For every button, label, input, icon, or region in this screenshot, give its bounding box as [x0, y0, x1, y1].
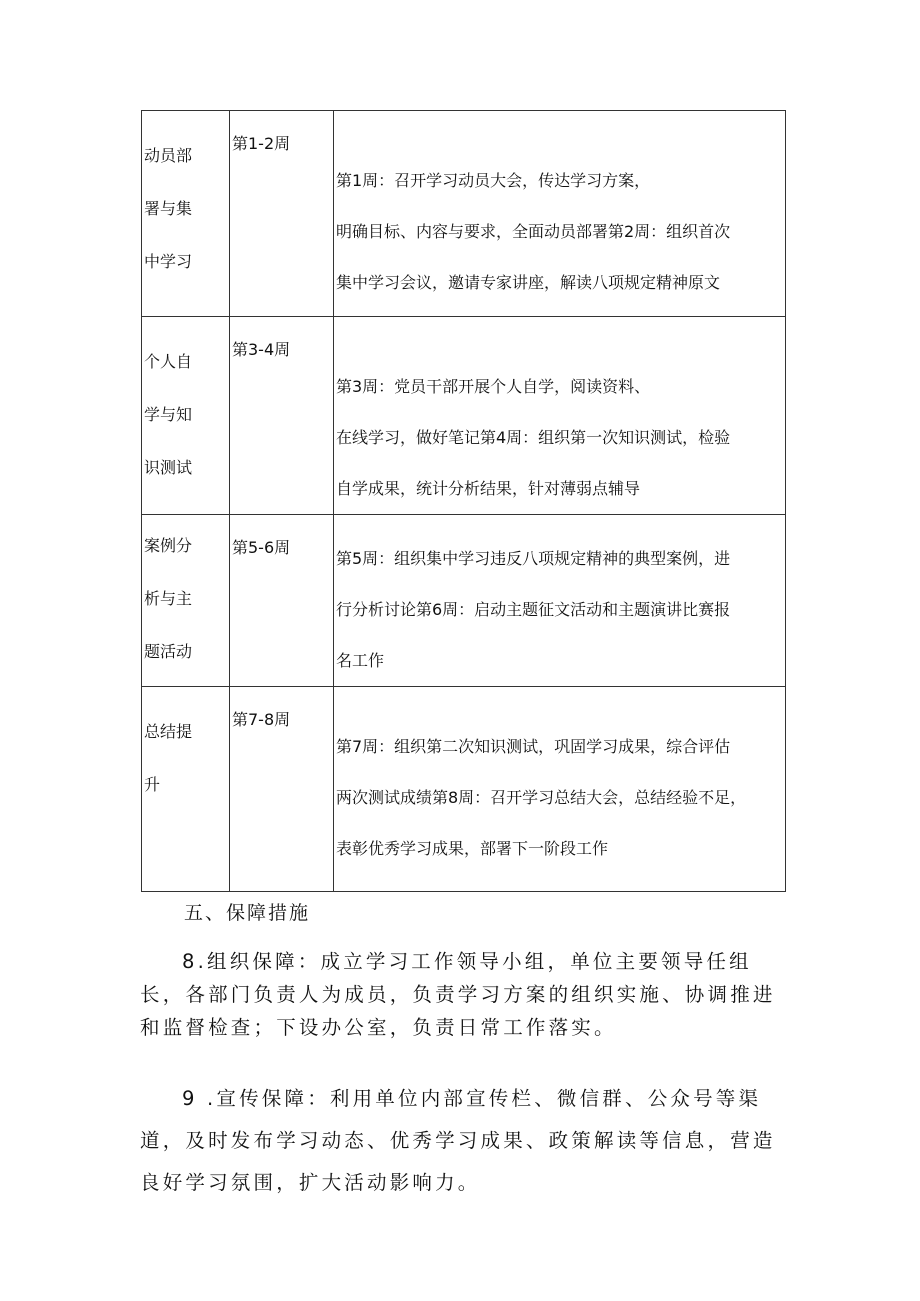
content-cell [334, 317, 786, 515]
content-line: 第3周：党员干部开展个人自学，阅读资料、 [336, 377, 651, 396]
paragraph-line: 道，及时发布学习动态、优秀学习成果、政策解读等信息，营造 [140, 1129, 776, 1152]
stage-line: 中学习 [144, 252, 193, 271]
stage-line: 学与知 [144, 405, 193, 424]
content-line: 第7周：组织第二次知识测试，巩固学习成果，综合评估 [336, 737, 731, 756]
content-line: 第1周：召开学习动员大会，传达学习方案， [336, 171, 651, 190]
week-label: 第3-4周 [232, 340, 291, 359]
schedule-table [141, 110, 786, 892]
stage-line: 个人自 [144, 352, 193, 371]
paragraph-line: 9 .宣传保障：利用单位内部宣传栏、微信群、公众号等渠 [182, 1087, 762, 1110]
paragraph-organization [140, 945, 788, 1044]
stage-line: 题活动 [144, 642, 193, 661]
paragraph-line: 和监督检查；下设办公室，负责日常工作落实。 [140, 1016, 617, 1039]
week-label: 第5-6周 [232, 538, 291, 557]
section-heading: 五、保障措施 [184, 902, 311, 924]
stage-cell [142, 687, 230, 892]
content-line: 集中学习会议，邀请专家讲座，解读八项规定精神原文 [336, 273, 721, 292]
content-line: 名工作 [336, 651, 385, 670]
content-line: 明确目标、内容与要求，全面动员部署第2周：组织首次 [336, 222, 731, 241]
week-label: 第1-2周 [232, 134, 291, 153]
week-cell [230, 111, 334, 317]
stage-line: 总结提 [144, 722, 193, 741]
week-label: 第7-8周 [232, 710, 291, 729]
content-line: 两次测试成绩第8周：召开学习总结大会，总结经验不足， [336, 788, 747, 807]
content-line: 表彰优秀学习成果，部署下一阶段工作 [336, 839, 609, 858]
table-row [142, 317, 786, 515]
stage-line: 案例分 [144, 536, 193, 555]
content-cell [334, 111, 786, 317]
table-row [142, 111, 786, 317]
table-row [142, 515, 786, 687]
content-line: 行分析讨论第6周：启动主题征文活动和主题演讲比赛报 [336, 600, 731, 619]
content-cell [334, 515, 786, 687]
paragraph-line: 良好学习氛围，扩大活动影响力。 [140, 1171, 481, 1194]
table-row [142, 687, 786, 892]
content-line: 在线学习，做好笔记第4周：组织第一次知识测试，检验 [336, 428, 731, 447]
week-cell [230, 515, 334, 687]
stage-cell [142, 317, 230, 515]
stage-line: 识测试 [144, 458, 193, 477]
week-cell [230, 687, 334, 892]
content-line: 自学成果，统计分析结果，针对薄弱点辅导 [336, 479, 641, 498]
week-cell [230, 317, 334, 515]
stage-cell [142, 111, 230, 317]
content-cell [334, 687, 786, 892]
content-line: 第5周：组织集中学习违反八项规定精神的典型案例，进 [336, 549, 731, 568]
stage-line: 动员部 [144, 146, 193, 165]
stage-line: 析与主 [144, 589, 193, 608]
paragraph-line: 8.组织保障：成立学习工作领导小组，单位主要领导任组 [182, 950, 752, 973]
paragraph-publicity [140, 1078, 788, 1204]
stage-line: 署与集 [144, 199, 193, 218]
paragraph-line: 长，各部门负责人为成员，负责学习方案的组织实施、协调推进 [140, 983, 776, 1006]
stage-cell [142, 515, 230, 687]
stage-line: 升 [144, 775, 161, 794]
